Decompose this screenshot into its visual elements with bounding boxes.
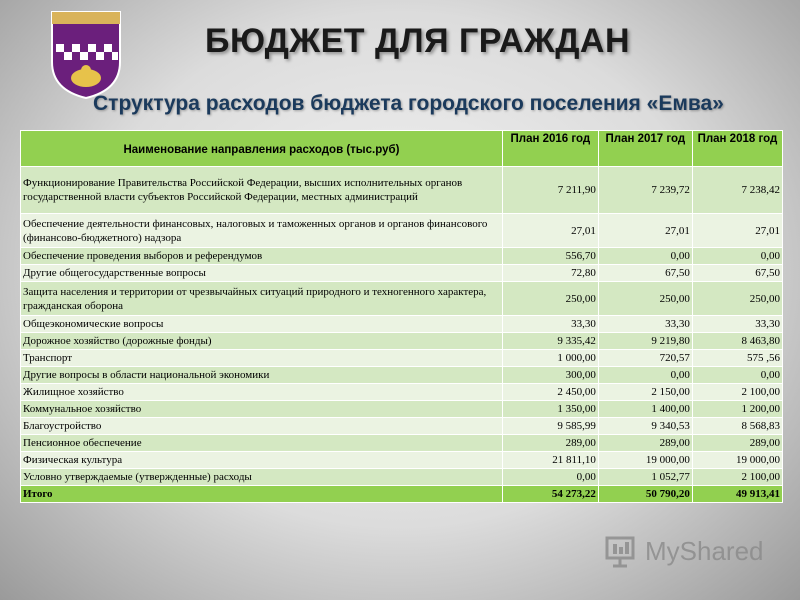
row-value-2016: 1 000,00 — [502, 350, 598, 367]
coat-of-arms-emblem — [50, 10, 122, 100]
table-row — [21, 265, 783, 282]
row-name: Условно утверждаемые (утвержденные) расходы — [21, 469, 503, 486]
table-row — [21, 316, 783, 333]
row-value-2016: 33,30 — [502, 316, 598, 333]
row-value-2016: 21 811,10 — [502, 452, 598, 469]
row-value-2017: 720,57 — [598, 350, 692, 367]
row-value-2016: 556,70 — [502, 248, 598, 265]
row-value-2017: 33,30 — [598, 316, 692, 333]
row-value-2018: 8 463,80 — [692, 333, 782, 350]
row-value-2017: 19 000,00 — [598, 452, 692, 469]
total-value-2018: 49 913,41 — [692, 486, 782, 503]
page-subtitle: Структура расходов бюджета городского поселения «Емва» — [93, 92, 724, 115]
row-value-2016: 9 585,99 — [502, 418, 598, 435]
row-value-2018: 2 100,00 — [692, 384, 782, 401]
presentation-board-icon — [605, 534, 639, 568]
row-value-2017: 250,00 — [598, 282, 692, 316]
table-row — [21, 333, 783, 350]
table-row — [21, 248, 783, 265]
row-name: Общеэкономические вопросы — [21, 316, 503, 333]
row-value-2017: 67,50 — [598, 265, 692, 282]
row-name: Дорожное хозяйство (дорожные фонды) — [21, 333, 503, 350]
total-value-2017: 50 790,20 — [598, 486, 692, 503]
row-value-2018: 0,00 — [692, 248, 782, 265]
table-row — [21, 350, 783, 367]
watermark — [605, 534, 764, 568]
watermark-text: MyShared — [645, 535, 764, 566]
table-row — [21, 469, 783, 486]
table-header-row — [21, 131, 783, 167]
row-value-2018: 19 000,00 — [692, 452, 782, 469]
row-value-2016: 27,01 — [502, 214, 598, 248]
row-value-2016: 9 335,42 — [502, 333, 598, 350]
row-value-2018: 8 568,83 — [692, 418, 782, 435]
total-label: Итого — [21, 486, 503, 503]
row-name: Другие вопросы в области национальной экономики — [21, 367, 503, 384]
column-header-2018: План 2018 год — [692, 131, 782, 167]
row-value-2016: 72,80 — [502, 265, 598, 282]
page-title: БЮДЖЕТ ДЛЯ ГРАЖДАН — [205, 22, 631, 60]
row-value-2018: 575 ,56 — [692, 350, 782, 367]
row-name: Жилищное хозяйство — [21, 384, 503, 401]
table-row — [21, 435, 783, 452]
row-value-2018: 289,00 — [692, 435, 782, 452]
table-row — [21, 452, 783, 469]
budget-table — [20, 130, 783, 503]
row-value-2017: 289,00 — [598, 435, 692, 452]
row-name: Пенсионное обеспечение — [21, 435, 503, 452]
total-value-2016: 54 273,22 — [502, 486, 598, 503]
row-name: Функционирование Правительства Российской Федерации, высших исполнительных органов государственной власти субъектов Российской Федерации, местных администраций — [21, 167, 503, 214]
row-name: Обеспечение деятельности финансовых, налоговых и таможенных органов и органов финансового (финансово-бюджетного) надзора — [21, 214, 503, 248]
row-value-2017: 0,00 — [598, 248, 692, 265]
row-value-2017: 9 340,53 — [598, 418, 692, 435]
row-value-2017: 1 052,77 — [598, 469, 692, 486]
row-name: Защита населения и территории от чрезвычайных ситуаций природного и техногенного характера, гражданская оборона — [21, 282, 503, 316]
row-value-2016: 7 211,90 — [502, 167, 598, 214]
row-name: Обеспечение проведения выборов и референдумов — [21, 248, 503, 265]
row-value-2018: 33,30 — [692, 316, 782, 333]
row-value-2017: 9 219,80 — [598, 333, 692, 350]
row-value-2016: 250,00 — [502, 282, 598, 316]
table-row — [21, 214, 783, 248]
row-name: Физическая культура — [21, 452, 503, 469]
row-value-2018: 2 100,00 — [692, 469, 782, 486]
row-value-2018: 250,00 — [692, 282, 782, 316]
table-row — [21, 282, 783, 316]
table-row — [21, 384, 783, 401]
table-row — [21, 167, 783, 214]
table-row — [21, 418, 783, 435]
row-value-2017: 1 400,00 — [598, 401, 692, 418]
row-value-2018: 7 238,42 — [692, 167, 782, 214]
row-value-2016: 300,00 — [502, 367, 598, 384]
table-row — [21, 367, 783, 384]
row-value-2016: 2 450,00 — [502, 384, 598, 401]
table-total-row — [21, 486, 783, 503]
row-name: Другие общегосударственные вопросы — [21, 265, 503, 282]
column-header-2017: План 2017 год — [598, 131, 692, 167]
column-header-2016: План 2016 год — [502, 131, 598, 167]
row-value-2017: 2 150,00 — [598, 384, 692, 401]
row-value-2017: 0,00 — [598, 367, 692, 384]
row-value-2017: 7 239,72 — [598, 167, 692, 214]
row-value-2018: 0,00 — [692, 367, 782, 384]
row-name: Транспорт — [21, 350, 503, 367]
row-value-2017: 27,01 — [598, 214, 692, 248]
row-value-2016: 0,00 — [502, 469, 598, 486]
row-value-2018: 27,01 — [692, 214, 782, 248]
row-value-2016: 1 350,00 — [502, 401, 598, 418]
row-name: Коммунальное хозяйство — [21, 401, 503, 418]
table-row — [21, 401, 783, 418]
row-value-2018: 1 200,00 — [692, 401, 782, 418]
column-header-name: Наименование направления расходов (тыс.руб) — [21, 131, 503, 167]
row-value-2018: 67,50 — [692, 265, 782, 282]
row-value-2016: 289,00 — [502, 435, 598, 452]
row-name: Благоустройство — [21, 418, 503, 435]
